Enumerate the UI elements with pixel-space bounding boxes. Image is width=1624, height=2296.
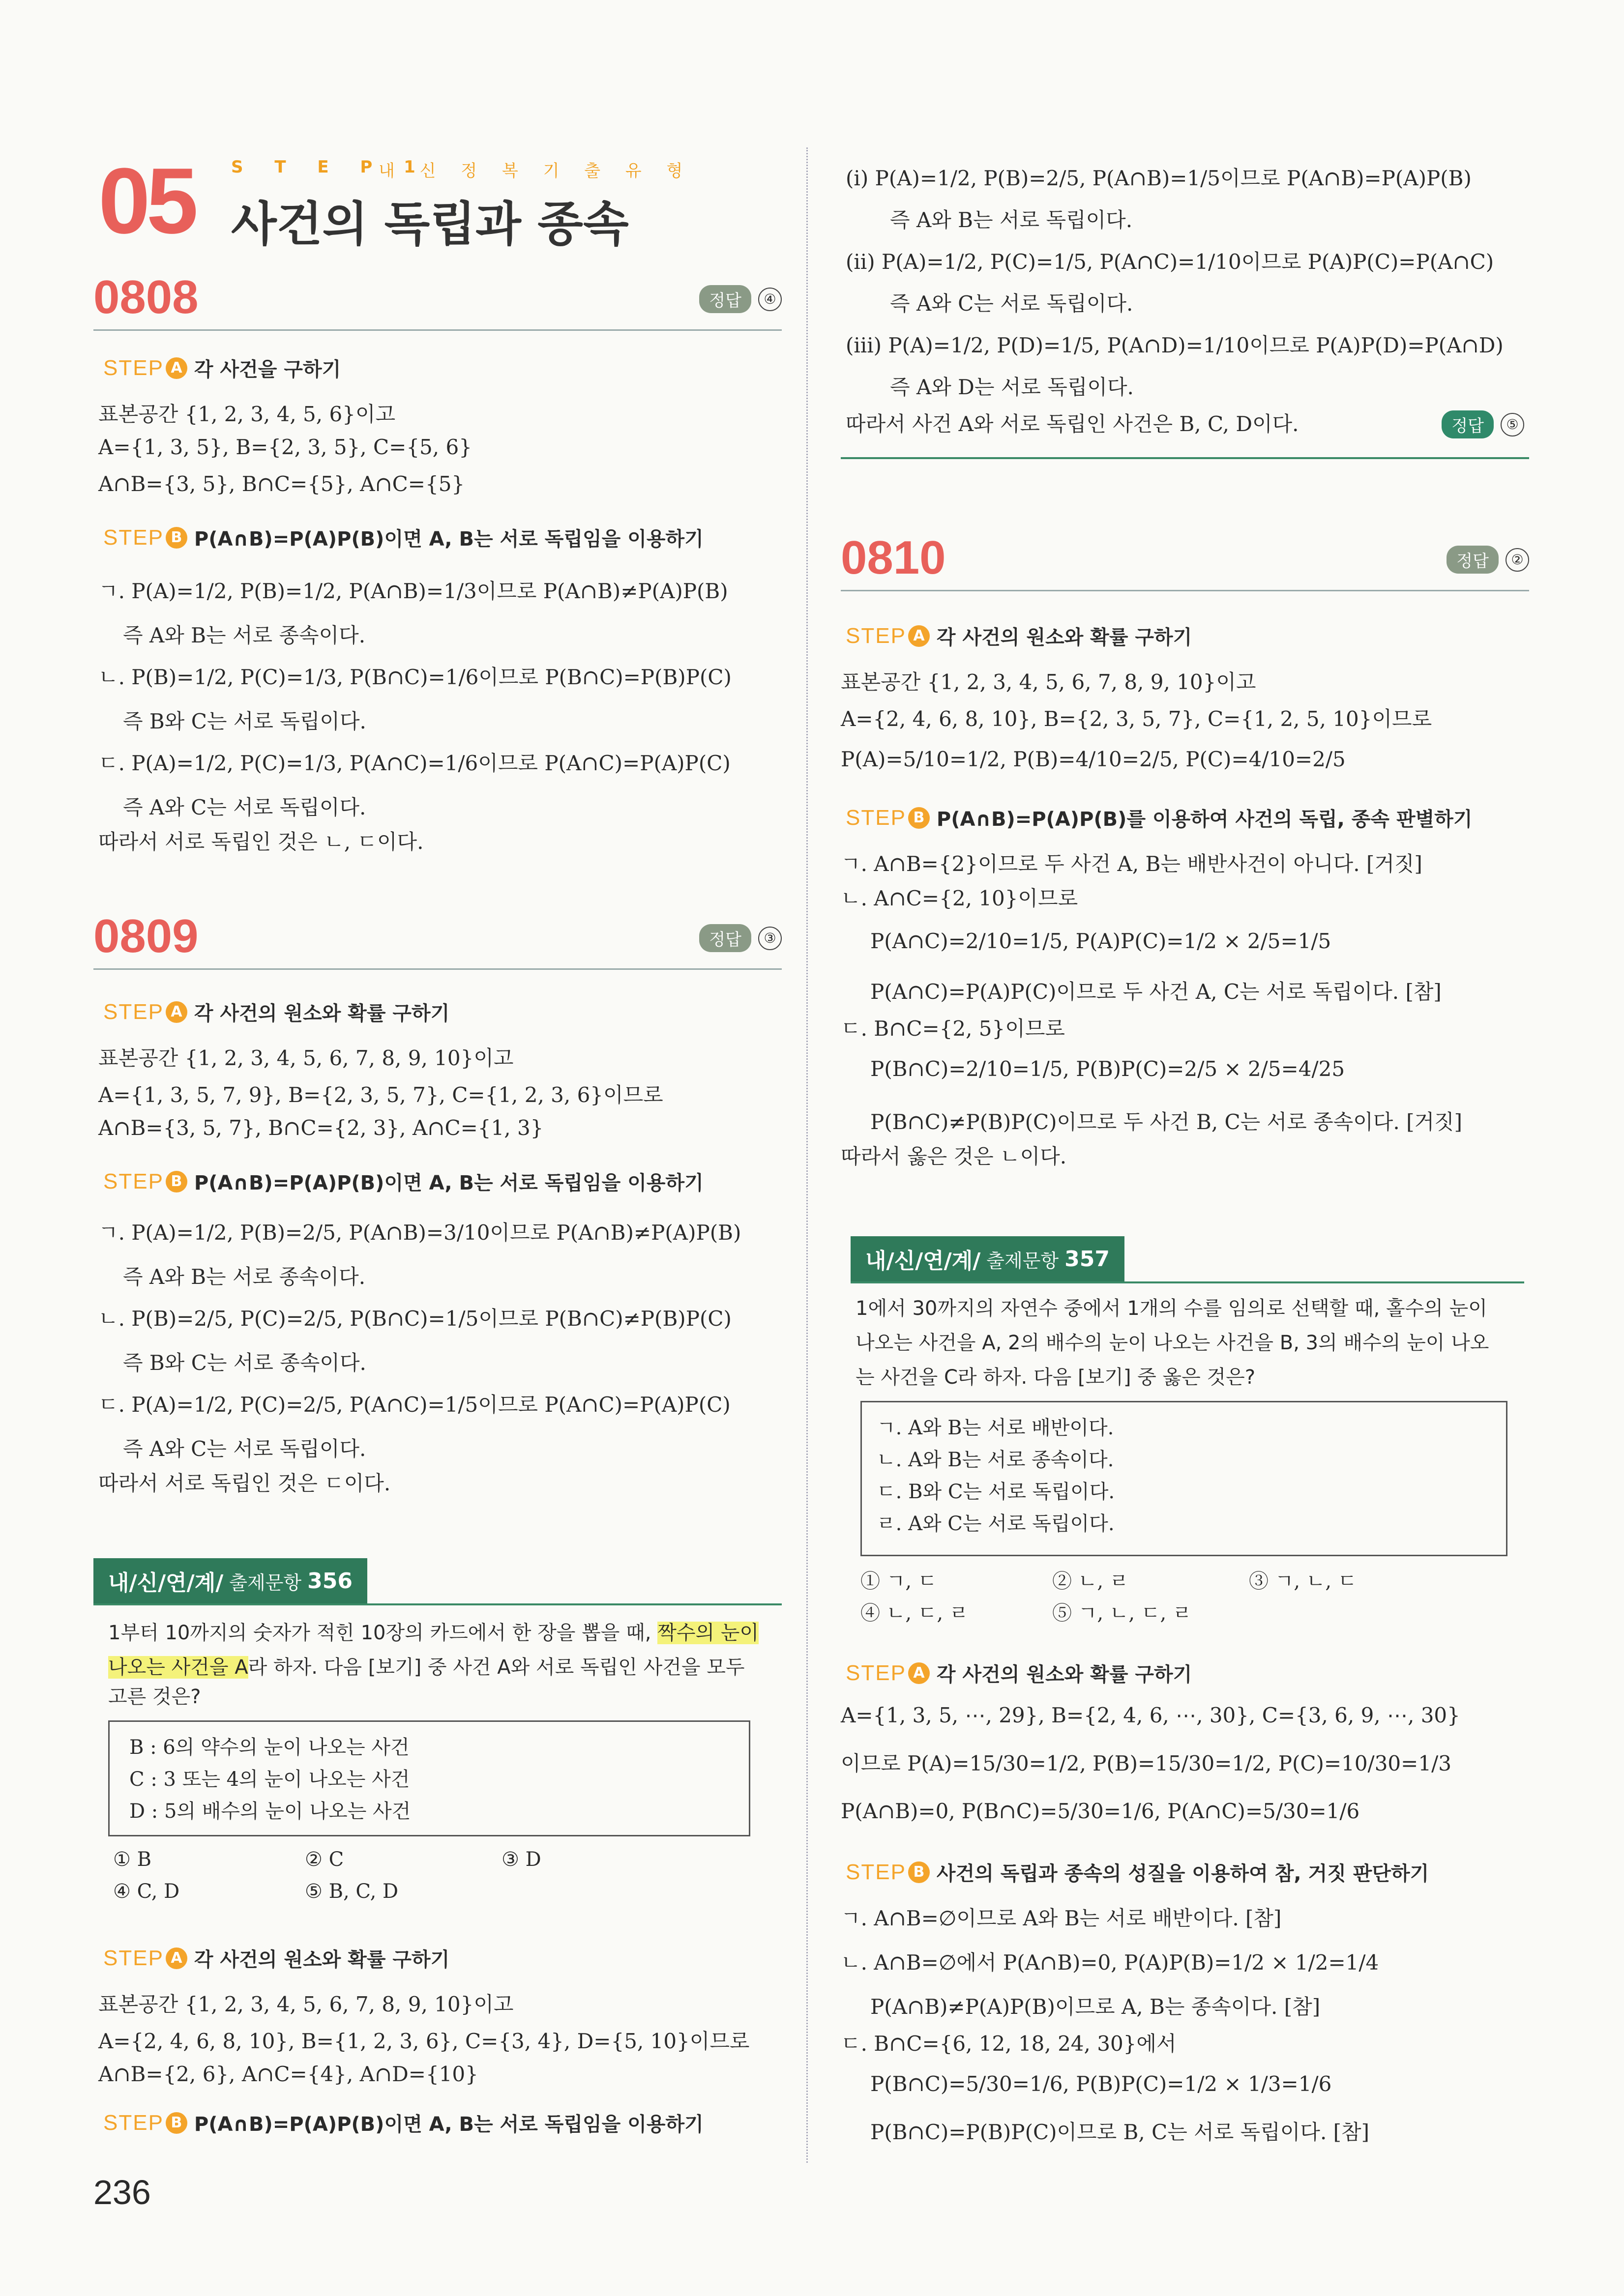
step-label: STEP <box>846 805 906 830</box>
solution-line: 표본공간 {1, 2, 3, 4, 5, 6, 7, 8, 9, 10}이고 <box>98 1992 514 2016</box>
answer-value: ③ <box>758 927 782 950</box>
section-rule <box>841 457 1529 459</box>
step-label: S T E P 1 <box>231 157 428 177</box>
highlight: 짝수의 눈이 <box>657 1622 759 1644</box>
box-item: D : 5의 배수의 눈이 나오는 사건 <box>129 1800 411 1823</box>
step-a-heading <box>103 998 449 1026</box>
question-line: 고른 것은? <box>108 1686 201 1708</box>
step-text: 각 사건의 원소와 확률 구하기 <box>936 1663 1192 1686</box>
ns-number: 357 <box>1064 1246 1110 1272</box>
solution-line: A∩B={3, 5, 7}, B∩C={2, 3}, A∩C={1, 3} <box>98 1116 544 1140</box>
step-a-heading <box>846 1659 1192 1687</box>
step-text: P(A∩B)=P(A)P(B)이면 A, B는 서로 독립임을 이용하기 <box>194 1172 704 1194</box>
step-b-badge: B <box>166 527 187 549</box>
step-b-heading <box>846 804 1473 832</box>
answer-value: ④ <box>758 288 782 311</box>
step-a-badge: A <box>166 357 187 379</box>
choice[interactable]: ② ㄴ, ㄹ <box>1052 1570 1129 1593</box>
solution-line: P(A∩C)=P(A)P(C)이므로 두 사건 A, C는 서로 독립이다. [참] <box>870 980 1442 1004</box>
choice[interactable]: ⑤ B, C, D <box>305 1880 399 1903</box>
ns-header-356 <box>93 1558 782 1605</box>
solution-line: 즉 B와 C는 서로 독립이다. <box>123 709 366 733</box>
question-text: 라 하자. 다음 [보기] 중 사건 A와 서로 독립인 사건을 모두 <box>248 1656 745 1679</box>
answer-badge <box>1442 410 1524 438</box>
answer-badge <box>699 924 782 952</box>
answer-tag: 정답 <box>1447 546 1499 574</box>
problem-header-0808 <box>93 270 782 331</box>
solution-line: ㄴ. A∩C={2, 10}이므로 <box>841 886 1078 910</box>
step-b-badge: B <box>908 1861 930 1883</box>
problem-number: 0809 <box>93 910 199 962</box>
solution-line: A∩B={2, 6}, A∩C={4}, A∩D={10} <box>98 2062 478 2086</box>
highlight: 나오는 사건을 A <box>108 1656 248 1679</box>
choice[interactable]: ③ ㄱ, ㄴ, ㄷ <box>1249 1570 1357 1593</box>
page-title: 사건의 독립과 종속 <box>231 197 629 252</box>
solution-line: P(A)=5/10=1/2, P(B)=4/10=2/5, P(C)=4/10=2/5 <box>841 747 1346 771</box>
step-label: STEP <box>103 1169 164 1193</box>
answer-value: ⑤ <box>1501 413 1524 436</box>
choice[interactable]: ④ C, D <box>113 1880 180 1903</box>
ns-number: 356 <box>307 1568 353 1594</box>
solution-line: ㄷ. B∩C={2, 5}이므로 <box>841 1017 1065 1041</box>
solution-line: A∩B={3, 5}, B∩C={5}, A∩C={5} <box>98 472 465 496</box>
step-a-heading <box>103 1944 449 1972</box>
ns-header-357 <box>851 1236 1524 1283</box>
step-a-badge: A <box>908 1662 930 1684</box>
step-text: P(A∩B)=P(A)P(B)이면 A, B는 서로 독립임을 이용하기 <box>194 2113 704 2136</box>
solution-line: (ⅲ) P(A)=1/2, P(D)=1/5, P(A∩D)=1/10이므로 P(A)P(D)=P(A∩D) <box>846 333 1504 357</box>
box-item: ㄱ. A와 B는 서로 배반이다. <box>877 1417 1114 1439</box>
step-text: 각 사건의 원소와 확률 구하기 <box>936 626 1192 649</box>
choice[interactable]: ④ ㄴ, ㄷ, ㄹ <box>860 1602 969 1625</box>
choice[interactable]: ① ㄱ, ㄷ <box>860 1570 937 1593</box>
problem-number: 0810 <box>841 531 946 584</box>
solution-line: 즉 A와 B는 서로 종속이다. <box>123 1265 366 1289</box>
choice[interactable]: ② C <box>305 1848 344 1871</box>
solution-line: ㄱ. A∩B={2}이므로 두 사건 A, B는 배반사건이 아니다. [거짓] <box>841 852 1422 876</box>
solution-line: 즉 B와 C는 서로 종속이다. <box>123 1351 366 1375</box>
ns-bar <box>93 1558 367 1603</box>
step-subtitle: 내 신 정 복 기 출 유 형 <box>379 161 693 181</box>
solution-line: 따라서 옳은 것은 ㄴ이다. <box>841 1144 1067 1168</box>
solution-line: ㄴ. A∩B=∅에서 P(A∩B)=0, P(A)P(B)=1/2 × 1/2=1/4 <box>841 1950 1379 1975</box>
step-a-badge: A <box>908 625 930 647</box>
solution-line: ㄷ. B∩C={6, 12, 18, 24, 30}에서 <box>841 2032 1177 2056</box>
solution-line: P(B∩C)=P(B)P(C)이므로 B, C는 서로 독립이다. [참] <box>870 2120 1369 2144</box>
step-label: STEP <box>846 1660 906 1685</box>
box-item: B : 6의 약수의 눈이 나오는 사건 <box>129 1736 410 1759</box>
step-label: STEP <box>103 525 164 550</box>
problem-header-0809 <box>93 909 782 970</box>
step-b-heading <box>846 1858 1429 1886</box>
ns-sub: 출제문항 <box>229 1571 302 1594</box>
ns-label: 내/신/연/계/ <box>108 1570 224 1596</box>
ns-label: 내/신/연/계/ <box>865 1249 981 1274</box>
step-b-heading <box>103 523 704 552</box>
ns-bar <box>851 1236 1124 1281</box>
solution-line: 즉 A와 B는 서로 종속이다. <box>123 623 366 647</box>
step-text: 각 사건의 원소와 확률 구하기 <box>194 1002 450 1025</box>
answer-value: ② <box>1506 548 1529 572</box>
question-text: 1부터 10까지의 숫자가 적힌 10장의 카드에서 한 장을 뽑을 때, <box>108 1622 658 1644</box>
choice[interactable]: ① B <box>113 1848 151 1871</box>
step-text: P(A∩B)=P(A)P(B)이면 A, B는 서로 독립임을 이용하기 <box>194 528 704 551</box>
step-b-badge: B <box>166 2112 187 2134</box>
solution-line: A={1, 3, 5, 7, 9}, B={2, 3, 5, 7}, C={1, 2, 3, 6}이므로 <box>98 1083 663 1107</box>
solution-line: P(A∩B)=0, P(B∩C)=5/30=1/6, P(A∩C)=5/30=1/6 <box>841 1799 1360 1823</box>
step-a-heading <box>846 622 1192 650</box>
box-item: C : 3 또는 4의 눈이 나오는 사건 <box>129 1768 410 1791</box>
box-item: ㄷ. B와 C는 서로 독립이다. <box>877 1481 1115 1503</box>
box-item: ㄹ. A와 C는 서로 독립이다. <box>877 1512 1115 1535</box>
solution-line: 즉 A와 D는 서로 독립이다. <box>890 375 1134 399</box>
problem-number: 0808 <box>93 271 199 323</box>
answer-tag: 정답 <box>699 924 751 952</box>
example-box <box>860 1401 1507 1556</box>
solution-line: 즉 A와 C는 서로 독립이다. <box>123 795 366 819</box>
answer-tag: 정답 <box>699 285 751 313</box>
solution-line: A={1, 3, 5}, B={2, 3, 5}, C={5, 6} <box>98 435 472 459</box>
solution-line: P(B∩C)=5/30=1/6, P(B)P(C)=1/2 × 1/3=1/6 <box>870 2072 1332 2096</box>
step-text: 각 사건을 구하기 <box>194 358 341 381</box>
question-line: 는 사건을 C라 하자. 다음 [보기] 중 옳은 것은? <box>856 1366 1256 1389</box>
question-line <box>108 1652 745 1680</box>
step-text: 사건의 독립과 종속의 성질을 이용하여 참, 거짓 판단하기 <box>936 1862 1429 1885</box>
step-a-heading <box>103 354 341 382</box>
step-text: 각 사건의 원소와 확률 구하기 <box>194 1948 450 1971</box>
choice[interactable]: ③ D <box>502 1848 541 1871</box>
step-a-badge: A <box>166 1001 187 1023</box>
answer-badge <box>699 285 782 313</box>
step-label: STEP <box>103 1946 164 1970</box>
solution-line: ㄷ. P(A)=1/2, P(C)=1/3, P(A∩C)=1/6이므로 P(A∩C)=P(A)P(C) <box>98 751 731 775</box>
answer-badge <box>1447 546 1529 574</box>
step-b-badge: B <box>908 807 930 829</box>
step-b-badge: B <box>166 1171 187 1192</box>
solution-line: P(A∩B)≠P(A)P(B)이므로 A, B는 종속이다. [참] <box>870 1995 1321 2019</box>
solution-line: A={2, 4, 6, 8, 10}, B={2, 3, 5, 7}, C={1, 2, 5, 10}이므로 <box>841 707 1432 731</box>
solution-line: 즉 A와 C는 서로 독립이다. <box>123 1437 366 1461</box>
page-number: 236 <box>93 2173 151 2211</box>
solution-line: 이므로 P(A)=15/30=1/2, P(B)=15/30=1/2, P(C)=10/30=1/3 <box>841 1751 1451 1775</box>
solution-line: ㄱ. P(A)=1/2, P(B)=2/5, P(A∩B)=3/10이므로 P(A∩B)≠P(A)P(B) <box>98 1221 741 1245</box>
column-divider <box>806 147 808 2163</box>
solution-line: P(B∩C)≠P(B)P(C)이므로 두 사건 B, C는 서로 종속이다. [거짓] <box>870 1110 1462 1134</box>
solution-line: 즉 A와 B는 서로 독립이다. <box>890 208 1133 232</box>
solution-line: (ⅱ) P(A)=1/2, P(C)=1/5, P(A∩C)=1/10이므로 P(A)P(C)=P(A∩C) <box>846 250 1494 274</box>
solution-line: 표본공간 {1, 2, 3, 4, 5, 6}이고 <box>98 402 396 426</box>
solution-line: A={2, 4, 6, 8, 10}, B={1, 2, 3, 6}, C={3, 4}, D={5, 10}이므로 <box>98 2029 750 2053</box>
solution-line: P(B∩C)=2/10=1/5, P(B)P(C)=2/5 × 2/5=4/25 <box>870 1057 1345 1081</box>
step-a-badge: A <box>166 1947 187 1969</box>
solution-line: P(A∩C)=2/10=1/5, P(A)P(C)=1/2 × 2/5=1/5 <box>870 929 1331 953</box>
solution-line: 따라서 서로 독립인 것은 ㄷ이다. <box>98 1471 391 1495</box>
solution-line: 즉 A와 C는 서로 독립이다. <box>890 291 1133 316</box>
solution-line: 따라서 서로 독립인 것은 ㄴ, ㄷ이다. <box>98 830 424 854</box>
question-line: 나오는 사건을 A, 2의 배수의 눈이 나오는 사건을 B, 3의 배수의 눈이 나오 <box>856 1332 1489 1354</box>
solution-line: ㄱ. P(A)=1/2, P(B)=1/2, P(A∩B)=1/3이므로 P(A∩B)≠P(A)P(B) <box>98 579 728 603</box>
choice[interactable]: ⑤ ㄱ, ㄴ, ㄷ, ㄹ <box>1052 1602 1192 1625</box>
step-label: STEP <box>846 1860 906 1884</box>
question-line <box>108 1617 759 1645</box>
solution-line: ㄴ. P(B)=2/5, P(C)=2/5, P(B∩C)=1/5이므로 P(B∩C)≠P(B)P(C) <box>98 1307 732 1331</box>
step-label: STEP <box>103 2110 164 2135</box>
solution-line: 따라서 사건 A와 서로 독립인 사건은 B, C, D이다. <box>846 412 1299 436</box>
box-item: ㄴ. A와 B는 서로 종속이다. <box>877 1449 1114 1471</box>
step-b-heading <box>103 2109 704 2137</box>
solution-line: 표본공간 {1, 2, 3, 4, 5, 6, 7, 8, 9, 10}이고 <box>98 1046 514 1070</box>
solution-line: ㄷ. P(A)=1/2, P(C)=2/5, P(A∩C)=1/5이므로 P(A∩C)=P(A)P(C) <box>98 1393 731 1417</box>
step-label: STEP <box>103 355 164 380</box>
ns-sub: 출제문항 <box>986 1250 1059 1272</box>
step-label: STEP <box>103 999 164 1024</box>
question-line: 1에서 30까지의 자연수 중에서 1개의 수를 임의로 선택할 때, 홀수의 눈이 <box>856 1297 1487 1320</box>
step-text: P(A∩B)=P(A)P(B)를 이용하여 사건의 독립, 종속 판별하기 <box>936 808 1473 831</box>
solution-line: ㄴ. P(B)=1/2, P(C)=1/3, P(B∩C)=1/6이므로 P(B∩C)=P(B)P(C) <box>98 665 732 689</box>
step-label: STEP <box>846 623 906 648</box>
problem-header-0810 <box>841 531 1529 591</box>
solution-line: 표본공간 {1, 2, 3, 4, 5, 6, 7, 8, 9, 10}이고 <box>841 670 1256 694</box>
section-number: 05 <box>98 149 195 253</box>
answer-tag: 정답 <box>1442 410 1494 438</box>
example-box <box>108 1720 750 1836</box>
solution-line: A={1, 3, 5, ⋯, 29}, B={2, 4, 6, ⋯, 30}, C={3, 6, 9, ⋯, 30} <box>841 1703 1460 1727</box>
solution-line: ㄱ. A∩B=∅이므로 A와 B는 서로 배반이다. [참] <box>841 1906 1282 1930</box>
step-b-heading <box>103 1167 704 1195</box>
solution-line: (ⅰ) P(A)=1/2, P(B)=2/5, P(A∩B)=1/5이므로 P(A∩B)=P(A)P(B) <box>846 166 1472 190</box>
